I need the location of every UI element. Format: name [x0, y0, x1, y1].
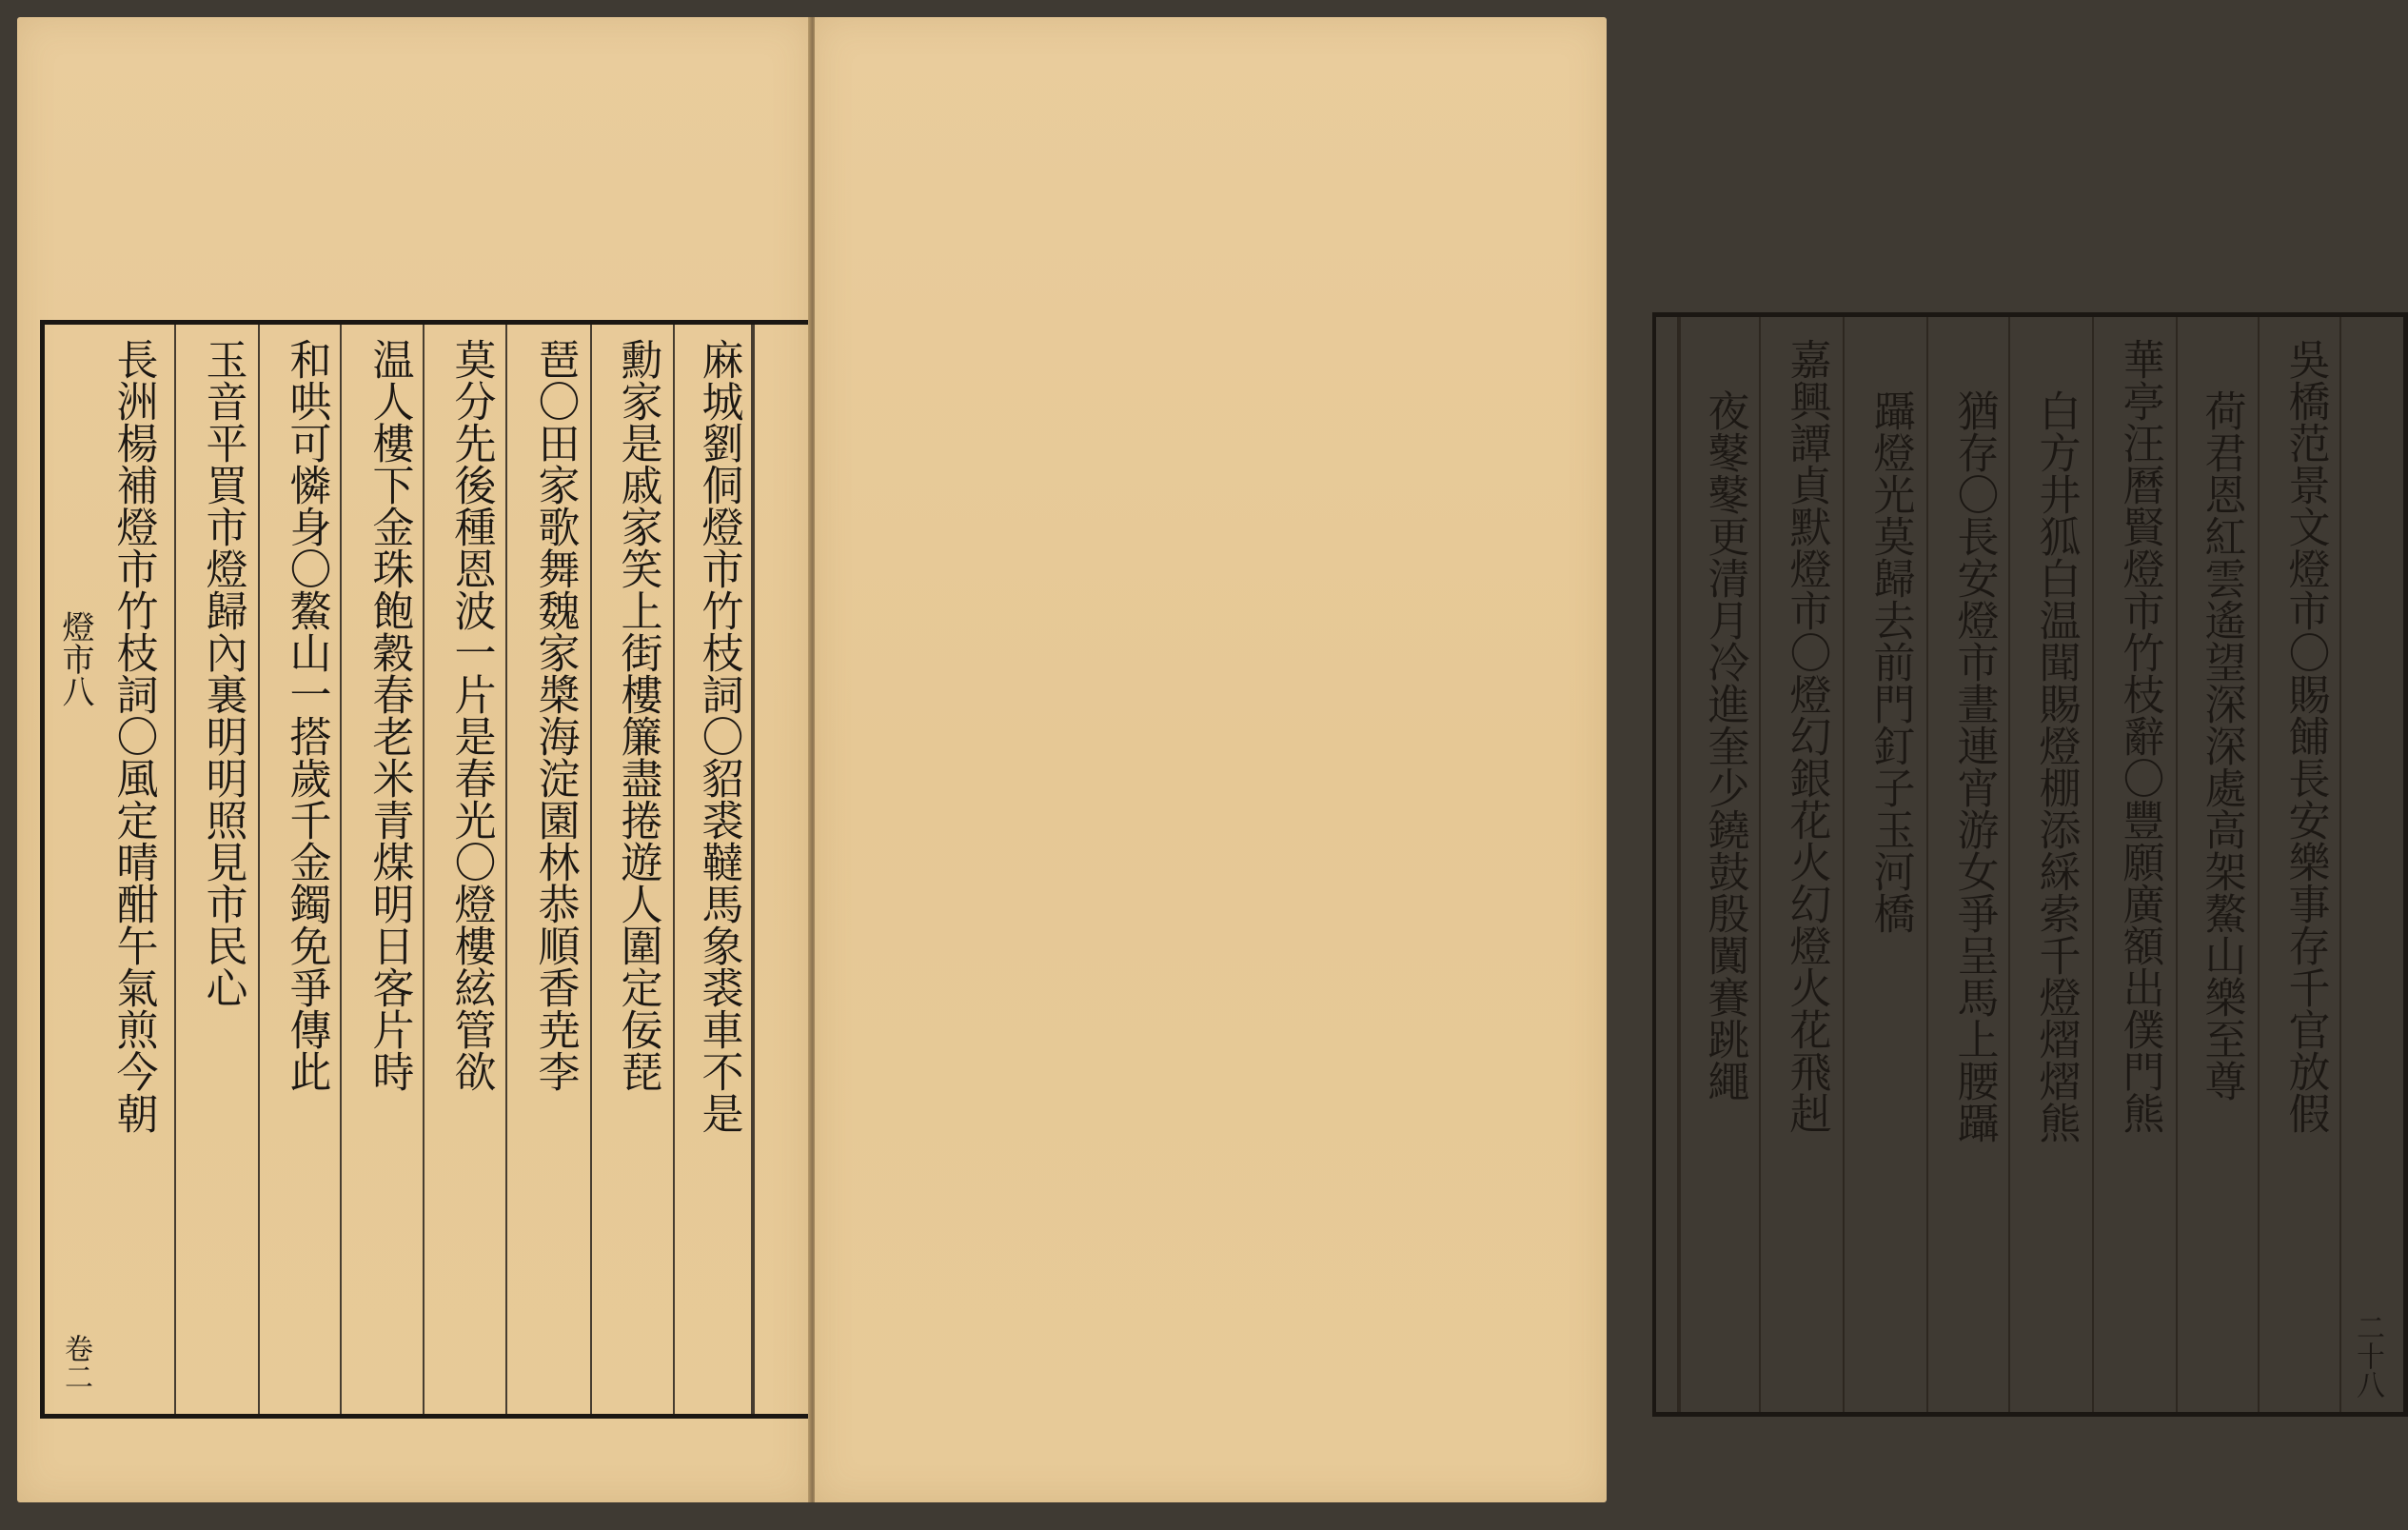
text-column: 躡燈光莫歸去前門釘子玉河橋: [1865, 389, 1915, 934]
left-page-frame: [40, 320, 819, 1419]
text-column: 猶存〇長安燈市晝連宵游女爭呈馬上腰躡: [1949, 389, 1999, 1143]
text-column: 麻城劉侗燈市竹枝詞〇貂裘韃馬象裘車不是: [694, 338, 743, 1134]
text-column: 吳橋范景文燈市〇賜餔長安樂事存千官放假: [2280, 338, 2330, 1134]
text-column: 温人樓下金珠飽穀春老米青煤明日客片時: [365, 338, 414, 1092]
text-column: 嘉興譚貞默燈市〇燈幻銀花火幻燈火花飛赳: [1782, 338, 1831, 1134]
column-rule: [2258, 317, 2260, 1412]
text-column: 長洲楊補燈市竹枝詞〇風定晴酣午氣煎今朝: [109, 338, 158, 1134]
column-rule: [340, 325, 342, 1414]
right-page-frame: [1652, 312, 2408, 1417]
column-rule: [590, 325, 592, 1414]
text-column: 玉音平買市燈歸內裏明明照見市民心: [198, 338, 247, 1008]
column-rule: [2092, 317, 2094, 1412]
column-rule: [751, 325, 755, 1414]
margin-title: 燈市八: [56, 610, 94, 707]
column-rule: [1843, 317, 1845, 1412]
column-rule: [423, 325, 424, 1414]
text-column: 莫分先後種恩波一片是春光〇燈樓絃管欲: [446, 338, 496, 1092]
column-rule: [1926, 317, 1928, 1412]
left-page: [17, 17, 810, 1502]
column-rule: [258, 325, 260, 1414]
column-rule: [1759, 317, 1761, 1412]
text-column: 夜鼕鼕更清月冷進奎少鐃鼓殷闐賽跳繩: [1700, 389, 1749, 1102]
column-rule: [673, 325, 675, 1414]
column-rule: [2339, 317, 2341, 1412]
folio-number: 二十八: [2351, 1313, 2384, 1399]
column-rule: [2176, 317, 2178, 1412]
column-rule: [1677, 317, 1681, 1412]
text-column: 琶〇田家歌舞魏家槳海淀園林恭順香尭李: [530, 338, 580, 1092]
column-rule: [505, 325, 507, 1414]
column-rule: [2008, 317, 2010, 1412]
margin-volume: 卷二: [59, 1334, 92, 1391]
text-column: 荷君恩紅雲遙望深深處高架鰲山樂至尊: [2197, 389, 2246, 1102]
text-column: 白方井狐白温聞賜燈棚添綵索千燈熠熠熊: [2031, 389, 2081, 1143]
text-column: 勳家是戚家笑上街樓簾盡捲遊人圍定佞琵: [613, 338, 662, 1092]
text-column: 華亭汪曆賢燈市竹枝辭〇豐願廣額出僕門熊: [2115, 338, 2164, 1134]
text-column: 和哄可憐身〇鰲山一搭歲千金鐲免爭傳此: [282, 338, 331, 1092]
column-rule: [174, 325, 176, 1414]
right-page: [815, 17, 2384, 1502]
